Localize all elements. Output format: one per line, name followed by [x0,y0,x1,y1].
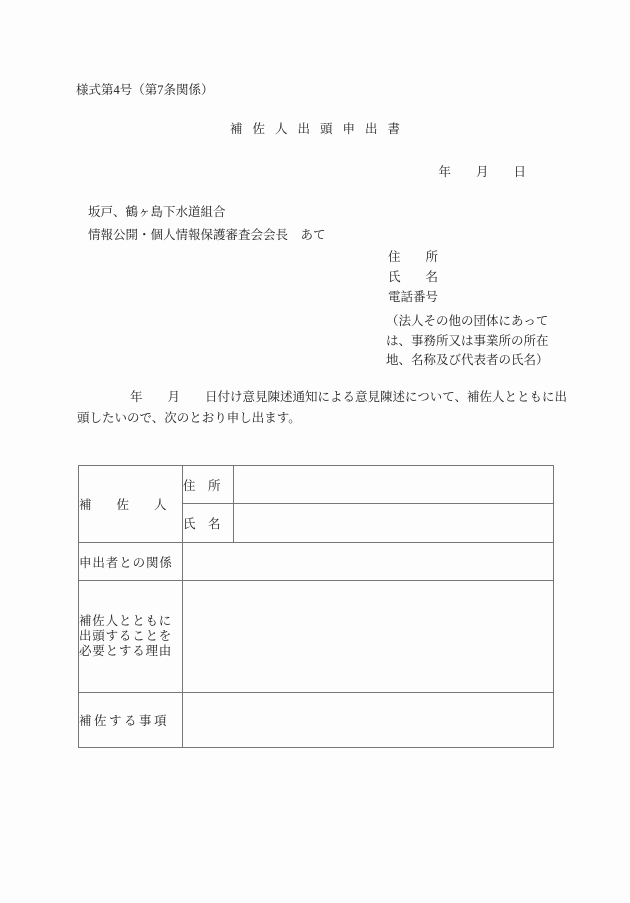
applicant-fields-block [388,247,438,307]
assistant-name-value-cell [234,504,554,543]
assistant-label-cell: 補 佐 人 [79,466,183,543]
reason-label-line: 必要とする理由 [79,644,173,658]
body-paragraph-line: 年 月 日付け意見陳述通知による意見陳述について、補佐人とともに出 [130,390,568,404]
page-title: 補佐人出頭申出書 [229,122,410,136]
reason-value-cell [183,581,554,693]
relation-value-cell [183,543,554,581]
date-line: 年 月 日 [438,165,526,179]
table-row [79,581,554,693]
assistant-name-label-cell: 氏 名 [183,504,234,543]
table-row [79,466,554,504]
corporation-note-line: （法人その他の団体にあって [386,314,549,328]
body-paragraph-line: 頭したいので、次のとおり申し出ます。 [77,411,301,425]
applicant-phone-label: 電話番号 [388,290,439,304]
corporation-note-line: 地、名称及び代表者の氏名） [386,353,549,367]
table-row [79,543,554,581]
table-row [79,693,554,748]
assistant-address-label-cell: 住 所 [183,466,234,504]
applicant-address-label: 住 所 [388,250,439,264]
addressee-block [88,201,326,247]
relation-label-cell: 申出者との関係 [79,543,183,581]
applicant-name-label: 氏 名 [388,270,439,284]
reason-label-line: 補佐人とともに [79,614,173,628]
addressee-chairperson: 情報公開・個人情報保護審査会会長 あて [88,228,326,242]
application-table [78,465,554,748]
matters-label-cell: 補佐する事項 [79,693,183,748]
addressee-organization: 坂戸、鶴ヶ島下水道組合 [88,205,226,219]
form-number: 様式第4号（第7条関係） [76,83,214,97]
corporation-note [386,312,549,371]
reason-label-cell [79,581,183,693]
reason-label-line: 出頭することを [79,629,173,643]
corporation-note-line: は、事務所又は事業所の所在 [386,333,549,348]
matters-value-cell [183,693,554,748]
body-paragraph [77,387,567,429]
assistant-address-value-cell [234,466,554,504]
